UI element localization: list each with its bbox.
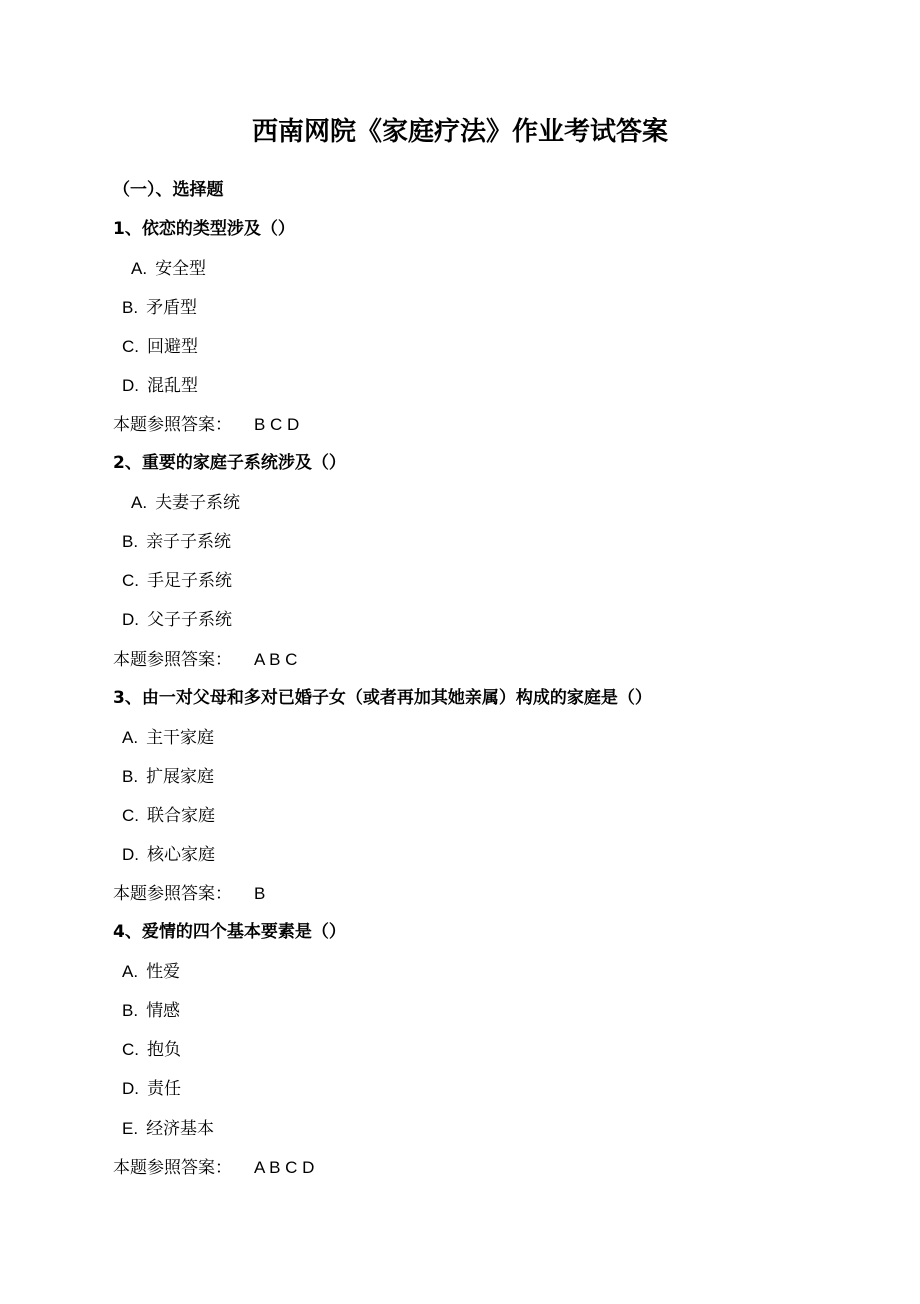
- answer-label: 本题参照答案：: [113, 884, 232, 904]
- question-3-option-b: [122, 757, 214, 796]
- option-letter: D.: [122, 1079, 139, 1098]
- question-4-option-e: [122, 1109, 214, 1148]
- question-3-answer: [113, 874, 265, 913]
- option-text: 矛盾型: [146, 298, 198, 318]
- section-heading: （一）、选择题: [113, 180, 224, 200]
- option-letter: D.: [122, 376, 139, 395]
- option-text: 经济基本: [146, 1119, 215, 1139]
- option-letter: D.: [122, 610, 139, 629]
- option-letter: B.: [122, 298, 139, 317]
- option-letter: C.: [122, 571, 139, 590]
- option-letter: B.: [122, 532, 139, 551]
- answer-value: B C D: [254, 415, 300, 434]
- option-letter: B.: [122, 767, 139, 786]
- question-2-answer: [113, 640, 297, 679]
- document-title: 西南网院《家庭疗法》作业考试答案: [251, 117, 668, 147]
- question-4-stem: 4、爱情的四个基本要素是（）: [113, 922, 346, 942]
- option-text: 混乱型: [147, 376, 198, 396]
- question-4-option-d: [122, 1069, 181, 1108]
- option-letter: A.: [131, 259, 148, 278]
- option-letter: C.: [122, 1040, 139, 1059]
- option-text: 安全型: [155, 259, 207, 279]
- answer-label: 本题参照答案：: [113, 415, 232, 435]
- question-4-answer: [113, 1148, 314, 1187]
- option-letter: B.: [122, 1001, 139, 1020]
- question-3-option-a: [122, 718, 214, 757]
- question-4-option-a: [122, 952, 180, 991]
- option-text: 回避型: [147, 337, 198, 357]
- question-3-option-d: [122, 835, 215, 874]
- option-text: 责任: [147, 1079, 181, 1099]
- option-text: 性爱: [146, 962, 181, 982]
- option-letter: D.: [122, 845, 139, 864]
- answer-value: A B C: [254, 650, 298, 669]
- question-2-option-a: [131, 483, 240, 522]
- option-text: 亲子子系统: [146, 532, 232, 552]
- option-text: 联合家庭: [147, 806, 215, 826]
- option-letter: C.: [122, 337, 139, 356]
- answer-label: 本题参照答案：: [113, 1158, 232, 1178]
- option-letter: C.: [122, 806, 139, 825]
- option-text: 父子子系统: [147, 610, 232, 630]
- question-4-option-c: [122, 1030, 181, 1069]
- question-4-option-b: [122, 991, 180, 1030]
- option-text: 主干家庭: [146, 728, 215, 748]
- question-2-option-c: [122, 561, 232, 600]
- question-2-option-b: [122, 522, 231, 561]
- option-text: 抱负: [147, 1040, 181, 1060]
- question-1-option-c: [122, 327, 198, 366]
- option-letter: A.: [122, 962, 139, 981]
- question-2-stem: 2、重要的家庭子系统涉及（）: [113, 453, 346, 473]
- answer-value: B: [254, 884, 266, 903]
- option-letter: E.: [122, 1119, 139, 1138]
- option-text: 手足子系统: [147, 571, 232, 591]
- answer-label: 本题参照答案：: [113, 650, 232, 670]
- question-1-option-b: [122, 288, 197, 327]
- question-2-option-d: [122, 600, 232, 639]
- question-1-answer: [113, 405, 299, 444]
- option-text: 核心家庭: [147, 845, 215, 865]
- question-3-option-c: [122, 796, 215, 835]
- question-3-stem: 3、由一对父母和多对已婚子女（或者再加其她亲属）构成的家庭是（）: [113, 688, 652, 708]
- option-text: 夫妻子系统: [155, 493, 241, 513]
- option-letter: A.: [131, 493, 148, 512]
- option-text: 扩展家庭: [146, 767, 215, 787]
- question-1-option-a: [131, 249, 206, 288]
- answer-value: A B C D: [254, 1158, 315, 1177]
- option-text: 情感: [146, 1001, 181, 1021]
- question-1-stem: 1、依恋的类型涉及（）: [113, 219, 295, 239]
- option-letter: A.: [122, 728, 139, 747]
- question-1-option-d: [122, 366, 198, 405]
